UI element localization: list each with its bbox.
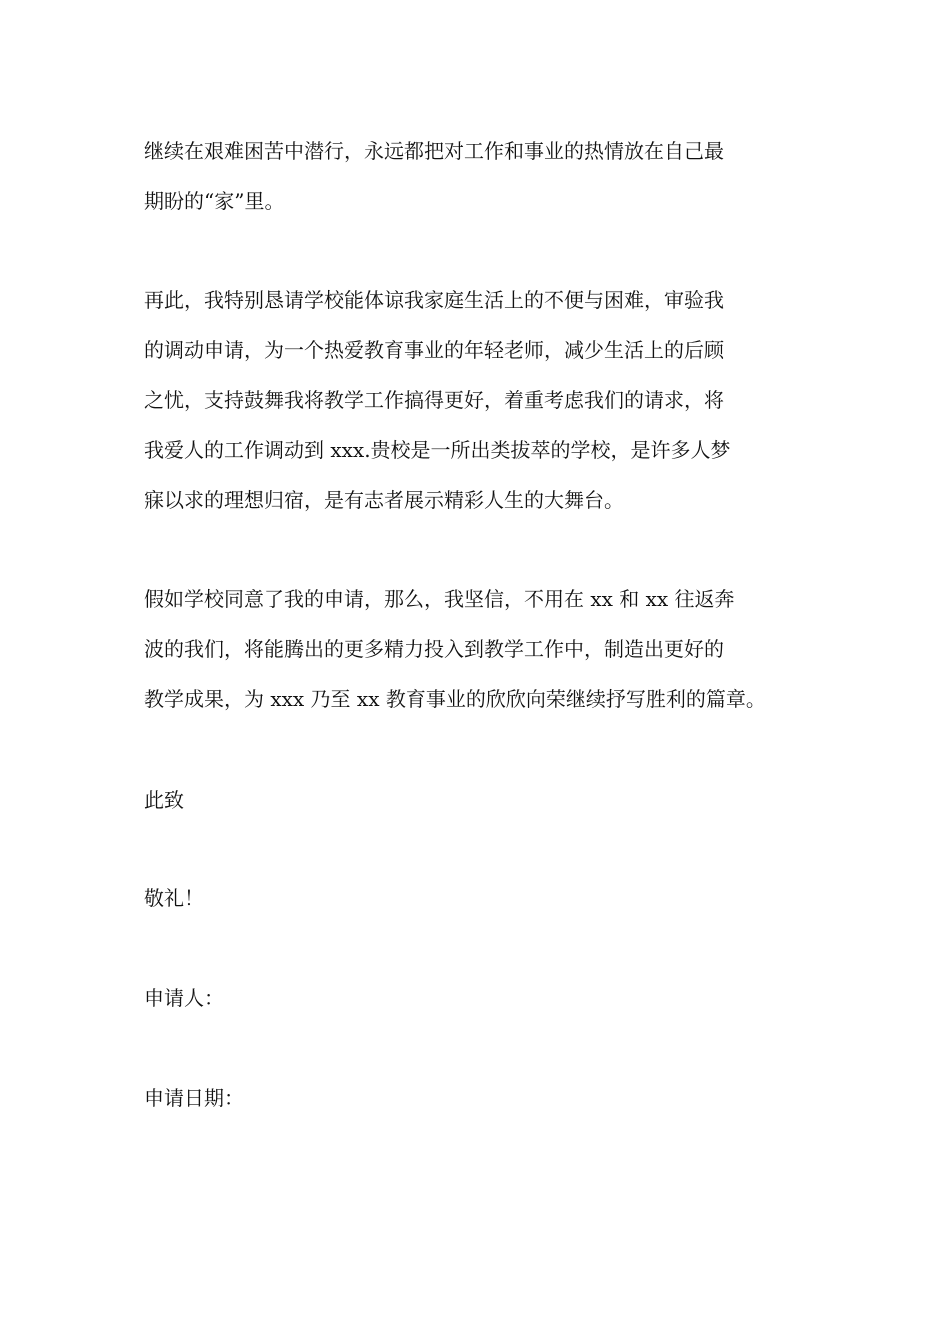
- closing-phrase: 此致: [144, 788, 184, 812]
- paragraph-line: 寐以求的理想归宿，是有志者展示精彩人生的大舞台。: [144, 488, 624, 512]
- body-paragraph-3: [144, 574, 812, 724]
- paragraph-line: 教学成果，为 xxx 乃至 xx 教育事业的欣欣向荣继续抒写胜利的篇章。: [144, 687, 766, 711]
- paragraph-line: 波的我们，将能腾出的更多精力投入到教学工作中，制造出更好的: [144, 637, 724, 661]
- paragraph-line: 假如学校同意了我的申请，那么，我坚信，不用在 xx 和 xx 往返奔: [144, 587, 735, 611]
- paragraph-line: 我爱人的工作调动到 xxx.贵校是一所出类拔萃的学校，是许多人梦: [144, 438, 731, 462]
- body-paragraph-2: [144, 275, 812, 525]
- salutation: 敬礼！: [144, 886, 204, 910]
- paragraph-line: 期盼的“家”里。: [144, 189, 285, 213]
- applicant-label: 申请人：: [144, 986, 224, 1010]
- paragraph-line: 之忧，支持鼓舞我将教学工作搞得更好，着重考虑我们的请求，将: [144, 388, 724, 412]
- paragraph-line: 再此，我特别恳请学校能体谅我家庭生活上的不便与困难，审验我: [144, 288, 724, 312]
- paragraph-line: 继续在艰难困苦中潜行，永远都把对工作和事业的热情放在自己最: [144, 139, 724, 163]
- paragraph-line: 的调动申请，为一个热爱教育事业的年轻老师，减少生活上的后顾: [144, 338, 724, 362]
- date-label: 申请日期：: [144, 1086, 244, 1110]
- body-paragraph-1: [144, 126, 812, 226]
